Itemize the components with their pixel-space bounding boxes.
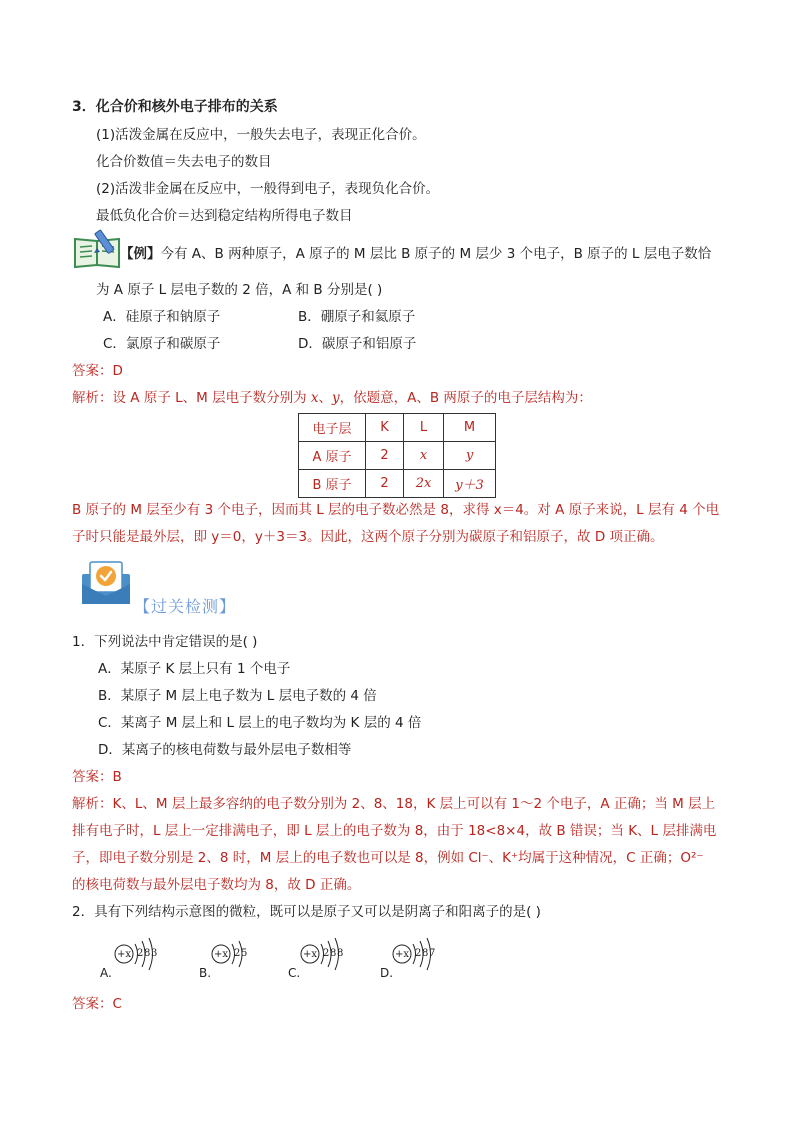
q1-analysis-3: 子，即电子数分别是 2、8 时，M 层上的电子数也可以是 8，例如 Cl⁻、K⁺均属于这种情况，C 正确；O²⁻: [72, 850, 704, 866]
check-section-title: 【过关检测】: [134, 597, 237, 616]
example-option-d: D．碳原子和铝原子: [298, 336, 417, 352]
book-pencil-icon: [72, 229, 124, 271]
table-row-a: [299, 442, 496, 470]
shell-number: 2: [137, 948, 144, 959]
electron-shell-table: [298, 413, 496, 498]
atom-structure-diagram-a: [110, 932, 170, 978]
nucleus-label: +x: [302, 949, 318, 960]
table-cell: 2x: [404, 470, 444, 498]
shell-number: 7: [429, 948, 436, 959]
paragraph-1: (1)活泼金属在反应中，一般失去电子，表现正化合价。: [96, 127, 426, 143]
example-explanation-2: 子时只能是最外层，即 y＝0，y＋3＝3。因此，这两个原子分别为碳原子和铝原子，故 D 项正确。: [72, 529, 664, 545]
table-cell: 电子层: [299, 414, 366, 442]
table-cell: K: [366, 414, 404, 442]
atom-structure-diagram-b: [207, 932, 259, 978]
q2-answer: 答案：C: [72, 996, 122, 1012]
table-cell: x: [404, 442, 444, 470]
table-header-row: [299, 414, 496, 442]
table-cell: A 原子: [299, 442, 366, 470]
q1-analysis-1: 解析：K、L、M 层上最多容纳的电子数分别为 2、8、18，K 层上可以有 1～2 个电子，A 正确；当 M 层上: [72, 796, 716, 812]
q2-option-b-label: B.: [199, 966, 212, 980]
shell-number: 8: [144, 948, 151, 959]
table-cell: B 原子: [299, 470, 366, 498]
shell-number: 2: [415, 948, 422, 959]
analysis-suffix: ，依题意，A、B 两原子的电子层结构为：: [339, 390, 592, 406]
section-title: 3．化合价和核外电子排布的关系: [72, 99, 278, 115]
table-row-b: [299, 470, 496, 498]
q2-option-c-label: C.: [288, 966, 301, 980]
envelope-check-icon: [80, 560, 132, 606]
q1-option-a: A．某原子 K 层上只有 1 个电子: [98, 661, 291, 677]
q1-answer: 答案：B: [72, 769, 122, 785]
q1-analysis-2: 排有电子时，L 层上一定排满电子，即 L 层上的电子数为 8，由于 18<8×4，故 B 错误；当 K、L 层排满电: [72, 823, 717, 839]
example-option-c: C．氯原子和碳原子: [103, 336, 221, 352]
example-tag: 【例】: [120, 246, 161, 262]
example-line-1: [120, 242, 711, 262]
shell-number: 8: [330, 948, 337, 959]
table-cell: y＋3: [444, 470, 496, 498]
q1-option-c: C．某离子 M 层上和 L 层上的电子数均为 K 层的 4 倍: [98, 715, 422, 731]
table-cell: M: [444, 414, 496, 442]
q1-option-d: D．某离子的核电荷数与最外层电子数相等: [98, 742, 352, 758]
shell-number: 3: [151, 948, 158, 959]
q1-option-b: B．某原子 M 层上电子数为 L 层电子数的 4 倍: [98, 688, 377, 704]
example-line-2: 为 A 原子 L 层电子数的 2 倍，A 和 B 分别是( ): [96, 282, 383, 298]
shell-number: 5: [241, 948, 248, 959]
shell-number: 2: [234, 948, 241, 959]
paragraph-2: 化合价数值＝失去电子的数目: [96, 154, 272, 170]
separator: 、: [318, 390, 332, 406]
example-explanation-1: B 原子的 M 层至少有 3 个电子，因而其 L 层的电子数必然是 8，求得 x＝4。对 A 原子来说，L 层有 4 个电: [72, 502, 720, 518]
paragraph-3: (2)活泼非金属在反应中，一般得到电子，表现负化合价。: [96, 181, 440, 197]
example-answer: 答案：D: [72, 363, 123, 379]
analysis-prefix: 解析：设 A 原子 L、M 层电子数分别为: [72, 390, 311, 406]
nucleus-label: +x: [116, 949, 132, 960]
atom-structure-diagram-d: [388, 932, 448, 978]
q1-analysis-4: 的核电荷数与最外层电子数均为 8，故 D 正确。: [72, 877, 361, 893]
paragraph-4: 最低负化合价＝达到稳定结构所得电子数目: [96, 208, 353, 224]
shell-number: 2: [323, 948, 330, 959]
example-option-b: B．硼原子和氦原子: [298, 309, 416, 325]
q2-stem: 2．具有下列结构示意图的微粒，既可以是原子又可以是阴离子和阳离子的是( ): [72, 904, 541, 920]
table-cell: 2: [366, 470, 404, 498]
nucleus-label: +x: [394, 949, 410, 960]
table-cell: 2: [366, 442, 404, 470]
example-option-a: A．硅原子和钠原子: [103, 309, 221, 325]
nucleus-label: +x: [213, 949, 229, 960]
table-cell: y: [444, 442, 496, 470]
q2-option-d-label: D.: [380, 966, 394, 980]
example-question-text: 今有 A、B 两种原子，A 原子的 M 层比 B 原子的 M 层少 3 个电子，B 原子的 L 层电子数恰: [160, 246, 712, 262]
shell-number: 8: [422, 948, 429, 959]
variable-x: x: [310, 390, 319, 406]
atom-structure-diagram-c: [296, 932, 356, 978]
variable-y: y: [332, 390, 340, 406]
q1-stem: 1．下列说法中肯定错误的是( ): [72, 634, 258, 650]
shell-number: 8: [337, 948, 344, 959]
q2-option-a-label: A.: [100, 966, 112, 980]
table-cell: L: [404, 414, 444, 442]
example-analysis: [72, 386, 592, 406]
